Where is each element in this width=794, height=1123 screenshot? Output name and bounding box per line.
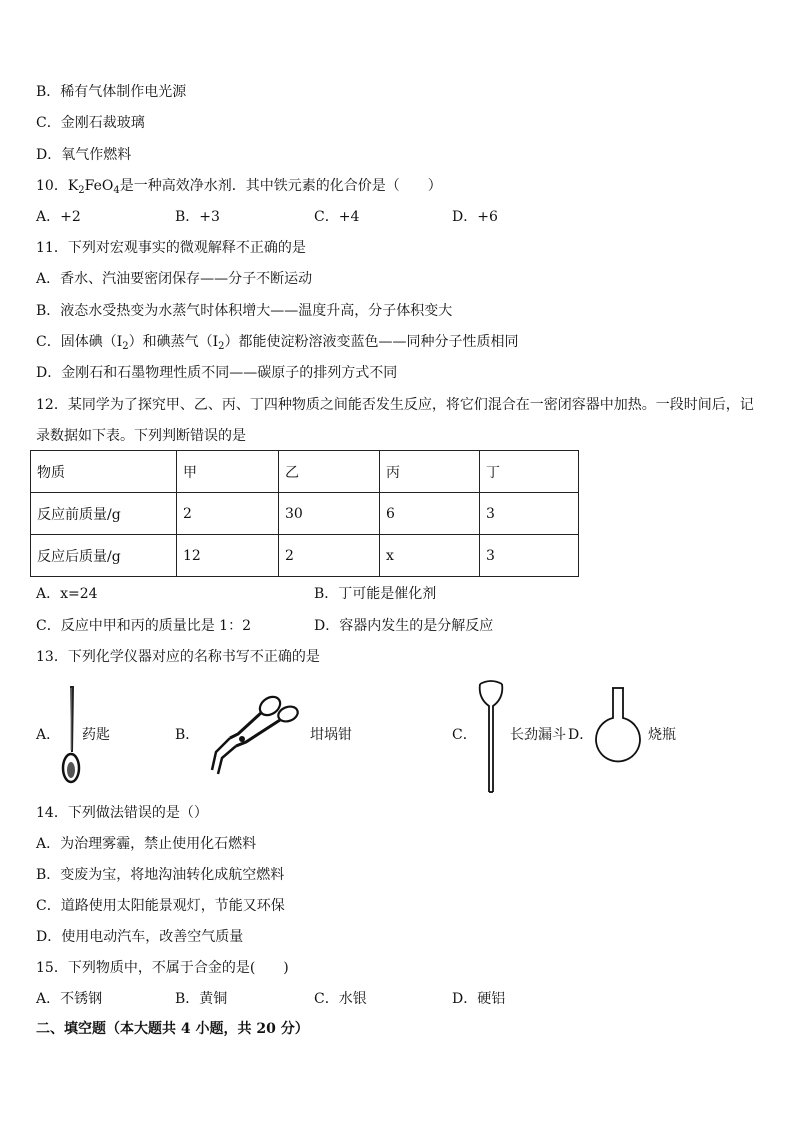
q9-option-b: B．稀有气体制作电光源 — [36, 84, 187, 100]
table-cell: 12 — [177, 535, 279, 577]
q13-stem: 13．下列化学仪器对应的名称书写不正确的是 — [36, 649, 320, 665]
table-header-row — [31, 451, 579, 493]
q15-stem: 15．下列物质中，不属于合金的是( ) — [36, 960, 289, 976]
q13-option-d-name: 烧瓶 — [648, 727, 676, 743]
q13-option-c-name: 长劲漏斗 — [510, 727, 566, 743]
q10-stem-rest: 是一种高效净水剂．其中铁元素的化合价是（ ） — [119, 178, 442, 194]
round-flask-icon — [594, 684, 642, 770]
crucible-tongs-icon — [202, 690, 302, 776]
formula-feo: FeO — [84, 178, 114, 194]
table-cell: 2 — [279, 535, 380, 577]
table-cell: 3 — [480, 493, 579, 535]
section-heading: 二、填空题（本大题共 4 小题，共 20 分） — [36, 1021, 309, 1037]
q11-option-c — [36, 333, 519, 356]
q13-option-b-name: 坩埚钳 — [310, 727, 352, 743]
mass-data-table — [30, 450, 579, 577]
q10-option-b: B．+3 — [175, 209, 220, 225]
q11-stem: 11．下列对宏观事实的微观解释不正确的是 — [36, 240, 306, 256]
q15-option-d: D．硬铝 — [452, 991, 506, 1007]
long-neck-funnel-icon — [474, 676, 508, 794]
q15-option-a: A．不锈钢 — [36, 991, 103, 1007]
q10-option-d: D．+6 — [452, 209, 498, 225]
q13-option-d-letter: D． — [568, 727, 594, 743]
q14-stem: 14．下列做法错误的是（） — [36, 805, 208, 821]
q14-option-b: B．变废为宝，将地沟油转化成航空燃料 — [36, 867, 285, 883]
table-header-cell: 甲 — [177, 451, 279, 493]
q12-stem-line1: 12．某同学为了探究甲、乙、丙、丁四种物质之间能否发生反应，将它们混合在一密闭容器中加热。一段时间后，记 — [36, 397, 754, 413]
table-cell: 2 — [177, 493, 279, 535]
q11-option-a: A．香水、汽油要密闭保存——分子不断运动 — [36, 271, 313, 287]
table-header-cell: 丁 — [480, 451, 579, 493]
q12-option-a: A．x=24 — [36, 586, 98, 602]
spoon-icon — [58, 682, 84, 786]
table-cell: 反应后质量/g — [31, 535, 177, 577]
table-cell: 反应前质量/g — [31, 493, 177, 535]
q11-c-sub2: 2 — [218, 341, 225, 352]
q11-option-d: D．金刚石和石墨物理性质不同——碳原子的排列方式不同 — [36, 365, 398, 381]
q12-option-d: D．容器内发生的是分解反应 — [314, 618, 494, 634]
q15-option-b: B．黄铜 — [175, 991, 228, 1007]
formula-k: K — [67, 178, 79, 194]
q11-option-b: B．液态水受热变为水蒸气时体积增大——温度升高，分子体积变大 — [36, 303, 453, 319]
table-header-cell: 乙 — [279, 451, 380, 493]
q13-option-a-name: 药匙 — [82, 727, 110, 743]
q10-number: 10． — [36, 178, 68, 194]
q10-stem — [36, 177, 442, 200]
q9-option-d: D．氧气作燃料 — [36, 147, 132, 163]
table-row — [31, 493, 579, 535]
q9-option-c: C．金刚石裁玻璃 — [36, 115, 145, 131]
table-cell: x — [380, 535, 480, 577]
table-cell: 6 — [380, 493, 480, 535]
q13-option-a-letter: A． — [36, 727, 61, 743]
q14-option-a: A．为治理雾霾，禁止使用化石燃料 — [36, 836, 257, 852]
q14-option-d: D．使用电动汽车，改善空气质量 — [36, 929, 244, 945]
q15-option-c: C．水银 — [314, 991, 367, 1007]
q11-c-part3: ）都能使淀粉溶液变蓝色——同种分子性质相同 — [224, 334, 519, 350]
q12-stem-line2: 录数据如下表。下列判断错误的是 — [36, 428, 246, 444]
table-row — [31, 535, 579, 577]
q13-option-b-letter: B． — [175, 727, 200, 743]
formula-sub-2: 2 — [78, 185, 85, 196]
q10-option-c: C．+4 — [314, 209, 360, 225]
q12-option-c: C．反应中甲和丙的质量比是 1：2 — [36, 618, 251, 634]
table-header-cell: 丙 — [380, 451, 480, 493]
q14-option-c: C．道路使用太阳能景观灯，节能又环保 — [36, 898, 285, 914]
q11-c-part1: C．固体碘（I — [36, 334, 123, 350]
q12-option-b: B．丁可能是催化剂 — [314, 586, 437, 602]
q11-c-part2: ）和碘蒸气（I — [128, 334, 219, 350]
formula-sub-4: 4 — [113, 185, 120, 196]
table-header-cell: 物质 — [31, 451, 177, 493]
q13-option-c-letter: C． — [452, 727, 477, 743]
q10-option-a: A．+2 — [36, 209, 81, 225]
table-cell: 3 — [480, 535, 579, 577]
q11-c-sub1: 2 — [122, 341, 129, 352]
table-cell: 30 — [279, 493, 380, 535]
